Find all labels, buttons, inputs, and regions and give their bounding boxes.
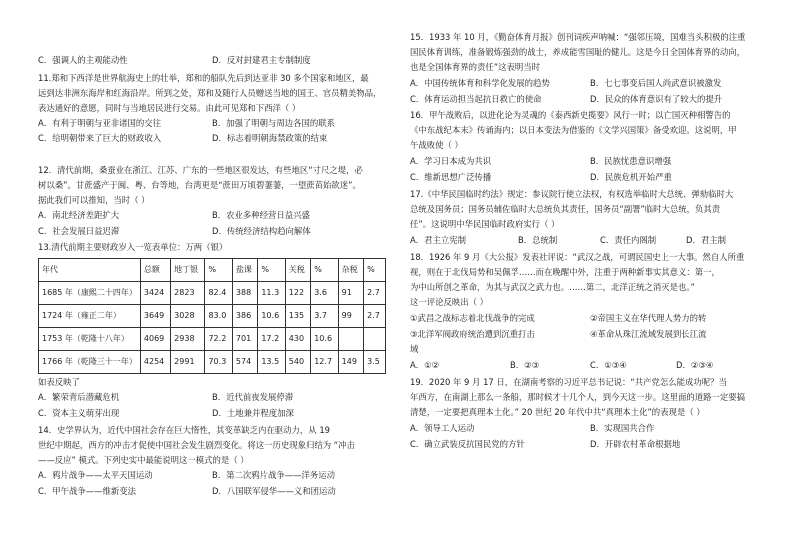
q14-option-a: A．鸦片战争——太平天国运动: [38, 470, 153, 480]
q16-option-d: D．民族危机开始严重: [590, 172, 672, 182]
table-cell: 540: [285, 351, 310, 374]
q18-option-c: C．①③④: [590, 360, 627, 370]
q14-line-1: 14．史学界认为，近代中国社会存在巨大惰性，其变革缺乏内在驱动力，从 19: [38, 425, 330, 435]
table-cell: 83.0: [205, 305, 232, 328]
q15-line-1: 15．1933 年 10 月，《勤奋体育月报》创刊词疾声呐喊：“强邻压境，国难当头积极的注重: [410, 32, 746, 42]
table-cell: 386: [232, 305, 257, 328]
q15-line-3: 也是全国体育界的责任”这表明当时: [410, 62, 540, 72]
q19-line-3: 清楚，一定要把真理本土化。” 20 世纪 20 年代中共“真理本土化”的表现是（ ）: [410, 407, 705, 417]
q17-option-a: A．君主立宪制: [410, 235, 466, 245]
table-cell: 3.6: [311, 282, 338, 305]
q18-line-1: 18．1926 年 9 月《大公报》发表社评说：“武汉之战，可谓民国史上一大事。然自人所重: [410, 252, 745, 262]
table-cell: 701: [232, 328, 257, 351]
table-cell: 99: [338, 305, 363, 328]
q16-option-c: C．维新思想广泛传播: [410, 172, 492, 182]
table-cell: 2.7: [364, 305, 386, 328]
table-header-cell: %: [205, 259, 232, 282]
q12-line-2: 树以桑”。甘蔗盛产于闽、粤、台等地，台湾更是“蔗田万顷碧萋萋，一望蔗苗始欲迷”。: [38, 180, 361, 190]
table-cell: 388: [232, 282, 257, 305]
q15-option-c: C．体育运动担当起抗日救亡的使命: [410, 94, 542, 104]
table-header-cell: 总额: [140, 259, 170, 282]
q13-option-a: A．繁荣背后潜藏危机: [38, 392, 120, 402]
q18-wrap: 域: [410, 344, 419, 354]
q12-option-d: D．传统经济结构趋向解体: [212, 226, 311, 236]
q11-option-d: D．标志着明朝海禁政策的结束: [212, 133, 328, 143]
q10-option-d: D．反对封建君主专制制度: [212, 55, 311, 65]
table-cell: [338, 328, 363, 351]
q12-option-c: C．社会发展日益迟滞: [38, 226, 120, 236]
q11-option-b: B．加强了明朝与周边各国的联系: [212, 118, 335, 128]
table-cell: 3649: [140, 305, 170, 328]
q17-option-b: B．总统制: [518, 235, 558, 245]
table-header-cell: 关税: [285, 259, 310, 282]
table-cell: 10.6: [258, 305, 285, 328]
q14-line-3: ——反应” 模式。下列史实中最能说明这一模式的是（ ）: [38, 455, 249, 465]
table-cell: 82.4: [205, 282, 232, 305]
q15-option-d: D．民众的体育意识有了较大的提升: [590, 94, 723, 104]
table-header-row: [39, 259, 386, 282]
q17-line-3: 任”。这说明中华民国临时政府实行（ ）: [410, 219, 560, 229]
q17-option-c: C．责任内阁制: [600, 235, 657, 245]
table-cell: 1753 年（乾隆十八年）: [39, 328, 141, 351]
q16-option-b: B．民族忧患意识增强: [590, 156, 672, 166]
q11-option-a: A．有利于明朝与亚非诸国的交往: [38, 118, 161, 128]
q15-option-b: B．七七事变后国人尚武意识被激发: [590, 78, 722, 88]
q14-option-c: C．甲午战争——维新变法: [38, 486, 136, 496]
q13-option-c: C．资本主义萌芽出现: [38, 408, 120, 418]
q13-option-b: B．近代前夜发展停滞: [212, 392, 294, 402]
q18-line-4: 这一评论反映出（ ）: [410, 297, 489, 307]
revenue-table: [38, 258, 386, 374]
q15-line-2: 国民体育训练，准备锻炼强劲的战士，养成能雪国耻的健儿。这是今日全国体育界的动向，: [410, 47, 745, 57]
q19-option-a: A．领导工人运动: [410, 423, 475, 433]
table-cell: 135: [285, 305, 310, 328]
q19-option-d: D．开辟农村革命根据地: [590, 439, 681, 449]
table-cell: 430: [285, 328, 310, 351]
table-cell: 4254: [140, 351, 170, 374]
q11-line-1: 11.郑和下西洋是世界航海史上的壮举，郑和的船队先后到达亚非 30 多个国家和地区，最: [38, 73, 369, 83]
table-cell: 12.7: [311, 351, 338, 374]
q18-option-b: B．②③: [510, 360, 540, 370]
table-cell: 10.6: [311, 328, 338, 351]
table-cell: 91: [338, 282, 363, 305]
table-cell: 13.5: [258, 351, 285, 374]
q12-line-3: 据此我们可以推知，当时（ ）: [38, 195, 150, 205]
table-cell: 3028: [171, 305, 205, 328]
q17-line-1: 17.《中华民国临时约法》规定：参议院行使立法权，有权选举临时大总统、弹劾临时大: [410, 189, 734, 199]
q18-item-2: ②帝国主义在华代理人势力的转: [590, 313, 707, 323]
q18-option-d: D．②③④: [676, 360, 714, 370]
q18-option-a: A．①②: [410, 360, 440, 370]
table-header-cell: 杂税: [338, 259, 363, 282]
q14-option-b: B．第二次鸦片战争——洋务运动: [212, 470, 335, 480]
q10-option-c: C．强调人的主观能动性: [38, 55, 128, 65]
table-cell: 72.2: [205, 328, 232, 351]
table-cell: 1766 年（乾隆三十一年）: [39, 351, 141, 374]
q11-line-3: 表达通好的意愿，同时与当地居民进行交易。由此可见郑和下西洋（ ）: [38, 103, 301, 113]
table-cell: [364, 328, 386, 351]
q18-item-4: ④革命从珠江流域发展到长江流: [590, 329, 707, 339]
table-cell: 3424: [140, 282, 170, 305]
table-header-cell: %: [364, 259, 386, 282]
table-cell: 2991: [171, 351, 205, 374]
q16-line-1: 16．甲午战败后，以进化论为灵魂的《泰西新史揽要》风行一时；以亡国灭种相警告的: [410, 110, 731, 120]
q15-option-a: A．中国传统体育和科学化发展的趋势: [410, 78, 550, 88]
table-cell: 1685 年（康熙二十四年）: [39, 282, 141, 305]
table-header-cell: %: [311, 259, 338, 282]
q13-title: 13.清代前期主要财政岁入一览表单位：万两（银）: [38, 242, 228, 252]
q18-item-3: ③北洋军阀政府统治遭到沉重打击: [410, 329, 535, 339]
q12-line-1: 12．清代前期，桑蚕业在浙江、江苏、广东的一些地区很发达，有些地区“寸尺之堤，必: [38, 165, 363, 175]
table-cell: 3.5: [364, 351, 386, 374]
q17-option-d: D．君主制: [686, 235, 726, 245]
q16-line-3: 午战败使（ ）: [410, 140, 463, 150]
table-header-cell: 年代: [39, 259, 141, 282]
q18-item-1: ①武昌之战标志着北伐战争的完成: [410, 313, 535, 323]
table-row: [39, 282, 386, 305]
q19-option-b: B．实现国共合作: [590, 423, 655, 433]
q19-line-1: 19．2020 年 9 月 17 日，在湖南考察的习近平总书记说：“共产党怎么能成功呢？当: [410, 377, 727, 387]
q12-option-a: A．南北经济差距扩大: [38, 210, 120, 220]
q18-line-3: 为中山所创之革命，为其与武汉之武力也。……第二，北洋正统之消灭是也。”: [410, 282, 695, 292]
table-cell: 574: [232, 351, 257, 374]
table-cell: 70.3: [205, 351, 232, 374]
table-cell: 2823: [171, 282, 205, 305]
table-cell: 2938: [171, 328, 205, 351]
table-cell: 1724 年（雍正二年）: [39, 305, 141, 328]
q14-option-d: D．八国联军侵华——义和团运动: [212, 486, 336, 496]
table-cell: 3.7: [311, 305, 338, 328]
table-cell: 4069: [140, 328, 170, 351]
table-cell: 11.3: [258, 282, 285, 305]
table-cell: 122: [285, 282, 310, 305]
q16-line-2: 《中东战纪本末》传诵海内；以日本变法为借鉴的《文学兴国策》备受欢迎。这说明，甲: [410, 125, 737, 135]
q19-option-c: C．确立武装反抗国民党的方针: [410, 439, 525, 449]
q13-question: 如表反映了: [38, 377, 80, 387]
table-header-cell: 盐课: [232, 259, 257, 282]
table-cell: 149: [338, 351, 363, 374]
q13-option-d: D．土地兼并程度加深: [212, 408, 294, 418]
table-header-cell: %: [258, 259, 285, 282]
table-row: [39, 351, 386, 374]
q11-option-c: C．给明朝带来了巨大的财政收入: [38, 133, 162, 143]
table-row: [39, 328, 386, 351]
q18-line-2: 视，则在于北伐局势和吴佩孚……而在晚醒中外，注重于两种新事实其意义：第一，: [410, 267, 720, 277]
q11-line-2: 远到达非洲东海岸和红海沿岸。所到之处，郑和及随行人员赠送当地的国王、官员精美物品，: [38, 88, 382, 98]
table-cell: 2.7: [364, 282, 386, 305]
q19-line-2: 年西方，在南湖上那么一条船，那时候才十几个人，到今天这一步。这里面的道路一定要搞: [410, 392, 745, 402]
q12-option-b: B．农业多种经营日益兴盛: [212, 210, 310, 220]
table-header-cell: 地丁银: [171, 259, 205, 282]
table-cell: 17.2: [258, 328, 285, 351]
q17-line-2: 总统及国务员；国务员辅佐临时大总统负其责任，国务员“副署”临时大总统，负其责: [410, 204, 721, 214]
table-row: [39, 305, 386, 328]
q16-option-a: A．学习日本成为共识: [410, 156, 492, 166]
q14-line-2: 世纪中期起，西方的冲击才促使中国社会发生剧烈变化。将这一历史现象归结为 “冲击: [38, 440, 355, 450]
